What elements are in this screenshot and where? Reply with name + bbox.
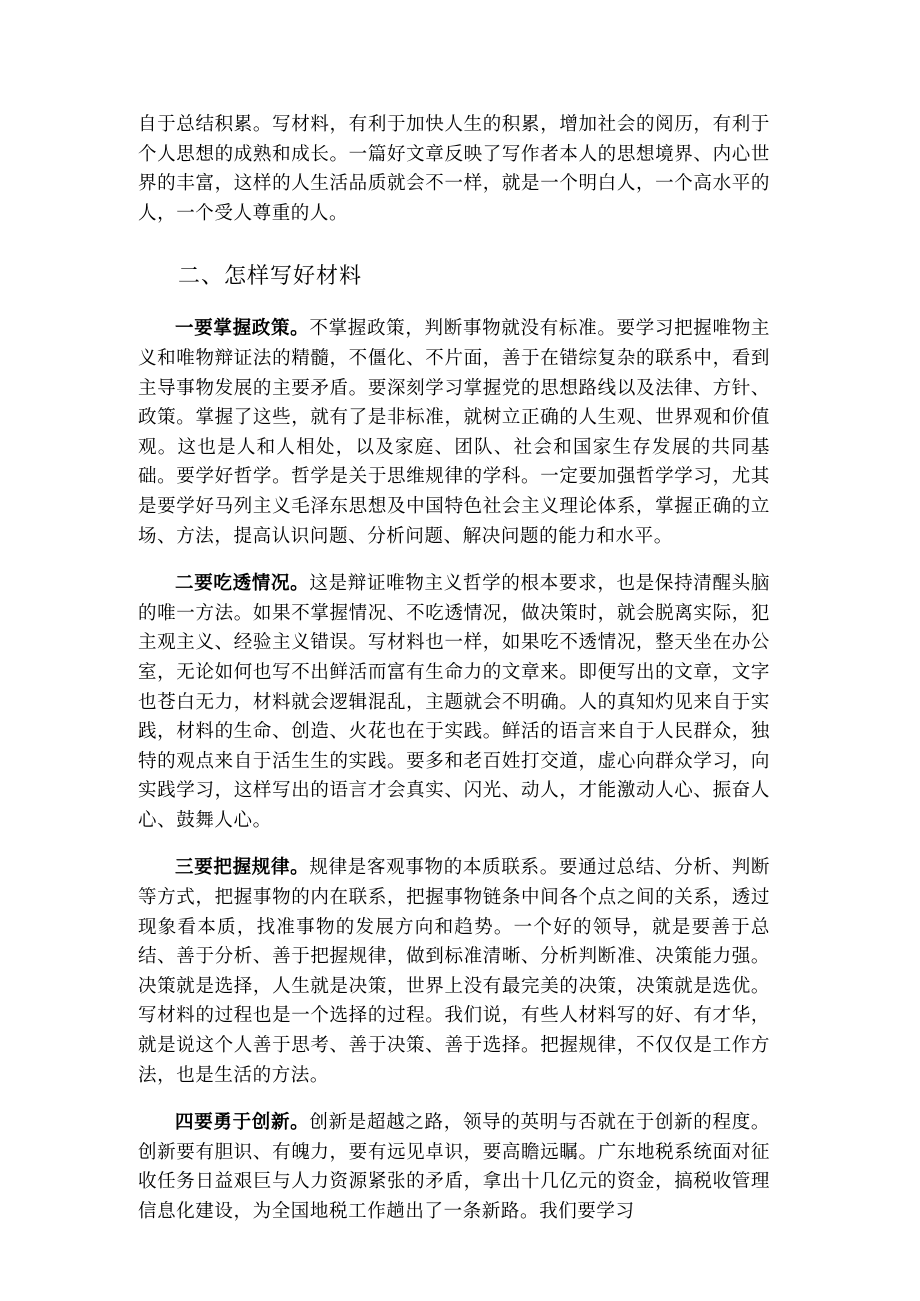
point-lead-1: 一要掌握政策。 (175, 318, 310, 340)
point-paragraph-3 (138, 853, 770, 1090)
section-heading: 二、怎样写好材料 (178, 264, 363, 290)
point-body-2: 这是辩证唯物主义哲学的根本要求，也是保持清醒头脑的唯一方法。如果不掌握情况、不吃透情况，做决策时，就会脱离实际，犯主观主义、经验主义错误。写材料也一样，如果吃不透情况，整天坐在办公室，无论如何也写不出鲜活而富有生命力的文章来。即便写出的文章，文字也苍白无力，材料就会逻辑混乱，主题就会不明确。人的真知灼见来自于实践，材料的生命、创造、火花也在于实践。鲜活的语言来自于人民群众，独特的观点来自于活生生的实践。要多和老百姓打交道，虚心向群众学习，向实践学习，这样写出的语言才会真实、闪光、动人，才能激动人心、振奋人心、鼓舞人心。 (138, 573, 770, 831)
point-body-4: 创新是超越之路，领导的英明与否就在于创新的程度。创新要有胆识、有魄力，要有远见卓识，要高瞻远瞩。广东地税系统面对征收任务日益艰巨与人力资源紧张的矛盾，拿出十几亿元的资金，搞税收管理信息化建设，为全国地税工作趟出了一条新路。我们要学习 (138, 1112, 770, 1222)
point-body-1: 不掌握政策，判断事物就没有标准。要学习把握唯物主义和唯物辩证法的精髓，不僵化、不片面，善于在错综复杂的联系中，看到主导事物发展的主要矛盾。要深刻学习掌握党的思想路线以及法律、方针、政策。掌握了这些，就有了是非标准，就树立正确的人生观、世界观和价值观。这也是人和人相处，以及家庭、团队、社会和国家生存发展的共同基础。要学好哲学。哲学是关于思维规律的学科。一定要加强哲学学习，尤其是要学好马列主义毛泽东思想及中国特色社会主义理论体系，掌握正确的立场、方法，提高认识问题、分析问题、解决问题的能力和水平。 (138, 318, 770, 547)
point-paragraph-1 (138, 314, 770, 551)
point-lead-4: 四要勇于创新。 (175, 1112, 310, 1134)
document-body (138, 110, 770, 1227)
point-paragraph-4 (138, 1108, 770, 1226)
intro-paragraph: 自于总结积累。写材料，有利于加快人生的积累，增加社会的阅历，有利于个人思想的成熟和成长。一篇好文章反映了写作者本人的思想境界、内心世界的丰富，这样的人生活品质就会不一样，就是一个明白人，一个高水平的人，一个受人尊重的人。 (138, 114, 770, 224)
point-body-3: 规律是客观事物的本质联系。要通过总结、分析、判断等方式，把握事物的内在联系，把握事物链条中间各个点之间的关系，透过现象看本质，找准事物的发展方向和趋势。一个好的领导，就是要善于总结、善于分析、善于把握规律，做到标准清晰、分析判断准、决策能力强。决策就是选择，人生就是决策，世界上没有最完美的决策，决策就是选优。写材料的过程也是一个选择的过程。我们说，有些人材料写的好、有才华，就是说这个人善于思考、善于决策、善于选择。把握规律，不仅仅是工作方法，也是生活的方法。 (138, 857, 770, 1086)
point-paragraph-2 (138, 569, 770, 835)
point-lead-3: 三要把握规律。 (175, 857, 310, 879)
point-lead-2: 二要吃透情况。 (175, 573, 310, 595)
